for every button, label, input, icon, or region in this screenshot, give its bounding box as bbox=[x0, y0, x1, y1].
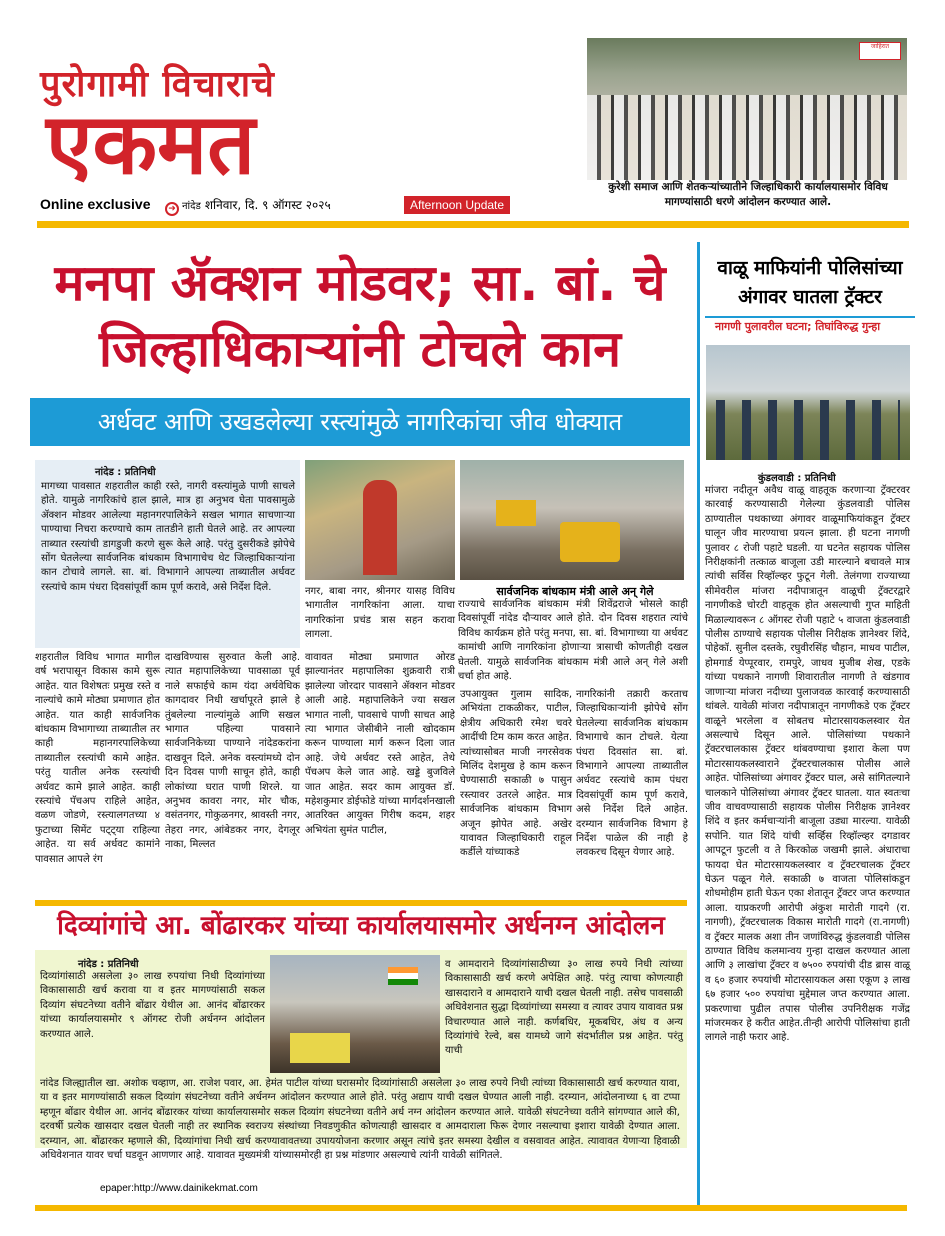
side-dateline: कुंडलवाडी : प्रतिनिधी bbox=[758, 473, 836, 484]
advertisement-stamp: जाहिरात bbox=[859, 42, 901, 60]
crowd-image bbox=[587, 95, 907, 180]
bottom-dateline: नांदेड : प्रतिनिधी bbox=[78, 959, 139, 970]
epaper-url[interactable]: epaper:http://www.dainikekmat.com bbox=[100, 1183, 258, 1194]
main-headline: मनपा ॲक्शन मोडवर; सा. बां. चे जिल्हाधिकाऱ्यांनी टोचले कान bbox=[54, 254, 666, 378]
police-figures bbox=[716, 400, 900, 460]
bottom-paragraph-1: दिव्यांगांसाठी असलेला ३० लाख रुपयांचा निधी दिव्यांगांच्या विकासासाठी खर्च करावा या व इतर मागण्यांसाठी सकल दिव्यांग संघटनेच्या वतीने बोंढार येथील आ. आनंद बोंढारकर यांच्या कार्यालयासमोर ९ ऑगस्ट रोजी अर्धनग्न आंदोलन करण्यात आले. bbox=[40, 971, 265, 1040]
edition-dateline bbox=[165, 196, 331, 216]
bottom-paragraph-3: नांदेड जिल्ह्यातील खा. अशोक चव्हाण, आ. राजेश पवार, आ. हेमंत पाटील यांच्या घरासमोर दिव्यांगांसाठी असलेला ३० लाख रुपये निधी त्यांच्या विकासासाठी खर्च करण्यात यावा, या व इतर मागण्यांसाठी सकल दिव्यांग संघटनेच्या वतीने अर्धनग्न आंदोलन करण्यात आले होते. परंतु अद्याप याची दखल घेण्यात आली नाही. दरम्यान, आंदोलनाच्या ६ वा टप्पा म्हणून बोंढार येथील आ. आनंद बोंढारकर यांच्या कार्यालयासमोर सकल दिव्यांग संघटनेच्या वतीने अर्ध नग्न आंदोलन करण्यात आले. यावेळी संघटनेच्या वतीने सांगण्यात आले की, दरवर्षी प्रत्येक खासदार दखल घेतली नाही तर स्थानिक स्वराज्य संस्थांच्या निवडणुकीत कोणत्याही खासदार व आमदाराला फिरू देणार नसल्याचा इशारा यावेळी देण्यात आला. दरम्यान, आ. बोंढारकर म्हणाले की, दिव्यांगांचा निधी खर्च करण्यावावतच्या उपाययोजना करणार असून त्यांचे इतर समस्या देखील व वसवावत आहेत. त्यावावत येणाऱ्या हिवाळी अधिवेशनात यावर चर्चा घडवून आणणार आहे. यावावत मुख्यमंत्री यांच्यासमोरही हा प्रश्न मांडणार असल्याचे त्यांनी यावेळी सांगितले. bbox=[40, 1078, 680, 1162]
edition-date: शनिवार, दि. ९ ऑगस्ट २०२५ bbox=[204, 198, 331, 212]
mid-paragraph: नगर, बाबा नगर, श्रीनगर यासह विविध भागातील नागरिकांना आला. याचा नागरिकांना प्रचंड त्रास सहन करावा लागला. bbox=[305, 586, 455, 641]
minister-caption: सार्वजनिक बांधकाम मंत्री आले अन् गेले bbox=[496, 585, 654, 598]
top-story-caption: कुरेशी समाज आणि शेतकऱ्यांच्यातीने जिल्हाधिकारी कार्यालयासमोर विविध मागण्यांसाठी धरणे आंदोलन करण्यात आले. bbox=[608, 181, 888, 208]
update-badge: Afternoon Update bbox=[404, 196, 510, 214]
arrow-right-icon: ➜ bbox=[165, 202, 179, 216]
main-subheadline: अर्धवट आणि उखडलेल्या रस्त्यांमुळे नागरिकांचा जीव धोक्यात bbox=[30, 398, 690, 446]
edition-place: नांदेड bbox=[182, 201, 201, 212]
person-figure bbox=[363, 480, 397, 575]
india-flag-icon bbox=[388, 967, 418, 985]
bottom-paragraph-2: व आमदाराने दिव्यांगांसाठीच्या ३० लाख रुपये निधी त्यांच्या विकासासाठी खर्च करणे अपेक्षित आहे. परंतु त्याचा कोणत्याही खासदाराने व आमदाराने याची दखल घेतली नाही. तसेच पावसाळी अधिवेशनात सुद्धा दिव्यांगांच्या समस्या व त्यावर उपाय यावावत प्रश्न विचारण्यात आले नाही. कर्णबधिर, मूकबधिर, अंध व अन्य दिव्यांगांचे रेल्वे, बस यामध्ये जागे संदर्भातील प्रश्न आहेत. परंतु याची bbox=[445, 959, 683, 1057]
jcb-figure bbox=[560, 522, 620, 562]
masthead-tagline: पुरोगामी विचाराचे bbox=[40, 63, 275, 105]
main-column-3: वावावत मोठ्या प्रमाणात ओरड झाल्यानंतर महापालिका शुक्रवारी रात्री झालेल्या जोरदार पावसाने ॲक्शन मोडवर आली आहे. महापालिकेने ज्या सखल भागात नाली, पावसाचे पाणी साचत आहे त्या भागात जेसीबीने नाली खोदकाम करून पाण्याला मार्ग करून दिला जात आहे. जेथे अर्धवट रस्ते आहेत, तेथे पॅचअप केले जात आहे. खड्डे बुजविले जात आहेत. सदर काम आयुक्त डॉ. महेशकुमार डोईफोडे यांच्या मार्गदर्शनखाली आतरिक्त आयुक्त गिरीष कदम, शहर अभियंता सुमंत पाटील, bbox=[305, 652, 455, 836]
top-story-photo bbox=[587, 38, 907, 180]
side-body-text: मांजरा नदीतून अवैध वाळू वाहतूक करणाऱ्या ट्रॅक्टरवर कारवाई करण्यासाठी गेलेल्या कुंडलवाडी पोलिस ठाण्यातील पथकाच्या अंगावर वाळूमाफियांकडून ट्रॅक्टर घालून जीव मारण्याचा प्रयत्न झाला. ही घटना नागणी पुलावर ८ रोजी पहाटे घडली. या घटनेत सहायक पोलिस निरीक्षकांनी तत्काळ बाजूला उडी मारल्याने बचावले मात्र त्यांची सर्विस रिव्हॉल्व्हर फुटून गेली. तेलंगणा राज्याच्या सीमेवरील मांजरा नदीपात्रातून वाळूची ट्रॅक्टरद्वारे नागणीकडे चोरटी वाहतूक होत असल्याची गुप्त माहिती मिळाल्यावरून ८ ऑगस्ट रोजी पहाटे ५ वाजता कुंडलवाडी पोलीस ठाण्याचे सहायक पोलीस निरीक्षक ज्ञानेश्वर शिंदे, पोहेकॉ. सुनील दस्तके, रघुवीरसिंह चौहान, माधव पाटील, होमगार्ड येप्पूरवार, रामपुरे, जाधव मुजीब शेख, एडके यांच्या पथकाने नागणी शिवारातील नागणी ते खंडगाव जाणाऱ्या मांजरा नदीच्या पुलाजवळ कारवाई करण्यासाठी थांबले. यावेळी मांजरा नदीपात्रातून नागणीकडे एक ट्रॅक्टर वाळूने भरलेला व सोबतच मोटारसायकलस्वार येत असल्याचे दिसून आले. पोलिसांच्या पथकाने ट्रॅक्टरचालकास ट्रॅक्टर थांबवण्याचा इशारा केला पण मोटारसायकलस्वाराने ट्रॅक्टरचालकास पोलीस आले आहेत. पोलिसांच्या अंगावर ट्रॅक्टर घाल, असे सांगितल्याने चालकाने पोलिसांच्या अंगावर ट्रॅक्टर घातला. यात स्वतःचा जीव वाचवण्यासाठी सहायक पोलीस निरीक्षक ज्ञानेश्वर शिंदे व इतर कर्मचाऱ्यांनी बाजूला उड्या मारल्या. यावेळी सपोनि. यात शिंदे यांची सर्व्हिस रिव्हॉल्व्हर दगडावर आपटून फुटली व ते किरकोळ जखमी झाले. अंधाराचा फायदा घेत मोटारसायकलस्वार व ट्रॅक्टरचालक ट्रॅक्टर घेऊन पळून गेले. सकाळी ७ वाजता पोलिसांकडून शोधमोहीम हाती घेऊन एका शेतातून ट्रॅक्टर जप्त करण्यात आला. याप्रकरणी आरोपी अंकुश मारोती गादगे (रा. नागणी), ट्रॅक्टरचालक विकास मारोती गादगे (रा.नागणी) व ट्रॅक्टर मालक अशा तीन जणांविरुद्ध कुंडलवाडी पोलिस ठाण्यात विविध कलमान्वय गुन्हा दाखल करण्यात आला आणि ३ लाखांचा ट्रॅक्टर व ७५०० रुपयांची दीड ब्रास वाळू व ६० हजार रुपयांची मोटारसायकल असा एकूण ३ लाख ६७ हजार ५०० रुपयांचा मुद्देमाल जप्त करण्यात आला. प्रकरणाचा पुढील तपास पोलीस उपनिरीक्षक गजेंद्र मांजरमकर हे करीत आहेत.तीन्ही आरोपी पोलिसांचा हाती लागले नाही फरार आहे. bbox=[705, 485, 910, 1044]
bottom-protest-photo bbox=[270, 955, 440, 1073]
online-exclusive-label: Online exclusive bbox=[40, 196, 151, 212]
footer-divider bbox=[35, 1205, 907, 1211]
bottom-headline: दिव्यांगांचे आ. बोंढारकर यांच्या कार्यालयासमोर अर्धनग्न आंदोलन bbox=[57, 911, 665, 941]
main-photo-officials bbox=[305, 460, 455, 580]
protest-banner bbox=[290, 1033, 350, 1063]
side-headline: वाळू माफियांनी पोलिसांच्या अंगावर घातला ट्रॅक्टर bbox=[717, 257, 903, 308]
jcb-arm-figure bbox=[496, 500, 536, 526]
main-photo-jcb bbox=[460, 460, 684, 580]
masthead-logo: एकमत bbox=[46, 94, 256, 193]
header-divider bbox=[37, 221, 909, 228]
main-column-1: शहरातील विविध भागात मागील वर्ष भरापासून विकास कामे सुरू आहेत. यात विशेषतः प्रमुख रस्ते व नाल्यांचे कामे मोठ्या प्रमाणात होत आहेत. यात काही सार्वजनिक बांधकाम विभागाच्या ताब्यातील तर काही महानगरपालिकेच्या ताब्यातील रस्त्यांची कामे आहेत. परंतु यातील अनेक रस्त्यांची अर्धवट कामे झाले आहेत. काही रस्त्यांचे पॅचअप राहिले आहेत, वळण जोडणे, रस्त्यालगतच्या ४ फुटाच्या सिमेंट पट्ट्या राहिल्या आहेत. या सर्व अर्धवट कामांने पावसात आपले रंग bbox=[35, 652, 160, 865]
side-story-photo bbox=[706, 345, 910, 460]
side-tagline: नागणी पुलावरील घटना; तिघांविरुद्ध गुन्हा bbox=[705, 316, 915, 336]
main-column-4: उपआयुक्त गुलाम सादिक, अभियंता टाकळीकर, पाटील, क्षेत्रीय अधिकारी रमेश चवरे आदींची टिम काम करत आहेत. त्यांच्यासोबत माजी नगरसेवक मिलिंद देशमुख हे काम करून घेण्यासाठी सकाळी ७ पासुन रस्त्यावर उतरले आहेत. मात्र सार्वजनिक बांधकाम विभाग अजून झोपेत आहे. अखेर यावावत जिल्हाधिकारी राहूल कर्डीले यांच्याकडे bbox=[460, 689, 572, 859]
main-lead-text: मागच्या पावसात शहरातील काही रस्ते, नागरी वस्त्यांमुळे पाणी साचले होते. यामुळे नागरिकांचे हाल झाले, मात्र हा अनुभव घेता पावसामुळे ॲक्शन मोडवर आलेल्या महानगरपालिकेने सखल भागात साचणाऱ्या पाण्याचा निचरा करण्याचे काम तातडीने हाती घेतले आहे. तर आपल्या ताब्यात रस्त्यांची डागडुजी करणे सुरू केले आहे. परंतु दुसरीकडे झोपेचे सोंग घेतलेल्या सार्वजनिक बांधकाम विभागाचेच थेट जिल्हाधिकाऱ्यांना कान टोचावे लागले. सा. बां. विभागाने आपल्या ताब्यातील अर्धवट रस्त्यांचे काम पंधरा दिवसांपूर्वी काम पूर्ण करावे, असे निर्देश दिले. bbox=[41, 481, 295, 593]
minister-paragraph: राज्याचे सार्वजनिक बांधकाम मंत्री शिवेंद्रराजे भोसले काही दिवसांपूर्वी नांदेड दौऱ्यावर आले होते. दोन दिवस शहरात त्यांचे विविध कार्यक्रम होते परंतु मनपा, सा. बां. विभागाच्या या अर्धवट कामांची आणि नागरिकांना होणाऱ्या त्रासाची कोणतीही दखल घेतली. यामुळे सार्वजनिक बांधकाम मंत्री आले अन् गेले अशी चर्चा होत आहे. bbox=[458, 599, 688, 683]
column-divider bbox=[697, 242, 700, 1207]
main-column-5: नागरिकांनी तक्रारी करताच जिल्हाधिकाऱ्यांनी झोपेचे सोंग घेतलेल्या सार्वजनिक बांधकाम विभागाचे कान टोचले. येत्या पंधरा दिवसांत सा. बां. विभागाने आपल्या ताब्यातील अर्धवट रस्त्यांचे काम पंधरा दिवसांपूर्वी काम पूर्ण करावे, असे निर्देश दिले आहेत. दरम्यान सार्वजनिक विभाग हे निर्देश पाळेल की नाही हे लवकरच दिसून येणार आहे. bbox=[576, 689, 688, 859]
bottom-divider bbox=[35, 900, 687, 906]
main-column-2: दाखविण्यास सुरुवात केली आहे. त्यात महापालिकेच्या पावसाळा पूर्व नाले सफाईचे काम यंदा अर्थवेधिक कागदावर निधी खर्चापूरते झाले हे तुंबलेल्या नाल्यांमुळे आणि सखल भागात पहिल्या पावसाने सार्वजनिकेच्या पाण्याने नांदेडकरांना दाखवून दिले. अनेक वस्त्यांमध्ये दोन दिन दिवस पाणी साचून होते, काही लोकांच्या घरात पाणी शिरले. या अनुभव कावरा नगर, मोर चौक, वसंतनगर, गोकुळनगर, श्रावस्ती नगर, तेहरा नगर, आंबेडकर नगर, देगलूर नाका, मिल्लत bbox=[165, 652, 300, 851]
main-dateline: नांदेड : प्रतिनिधी bbox=[95, 467, 156, 478]
main-lead-box bbox=[35, 460, 300, 648]
